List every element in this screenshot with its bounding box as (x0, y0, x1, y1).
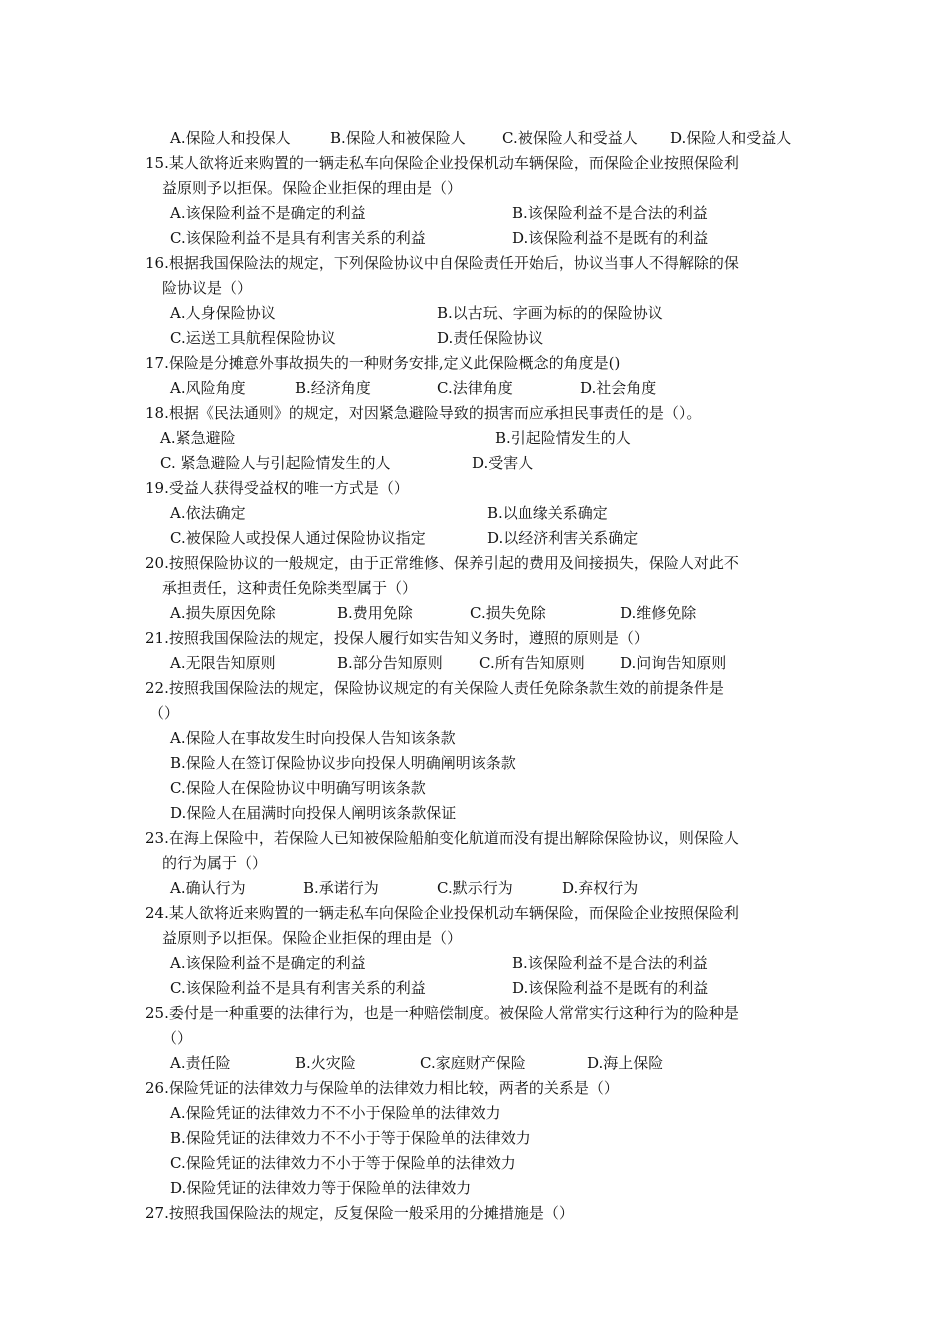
answer-option: A.保险凭证的法律效力不不小于保险单的法律效力 (170, 1104, 501, 1122)
answer-option: A.该保险利益不是确定的利益 (170, 204, 366, 222)
answer-option: B.该保险利益不是合法的利益 (512, 204, 708, 222)
answer-option: A.无限告知原则 (170, 654, 276, 672)
question-text: 22.按照我国保险法的规定，保险协议规定的有关保险人责任免除条款生效的前提条件是 (145, 679, 724, 697)
answer-option: C.法律角度 (437, 379, 513, 397)
answer-option: B.以血缘关系确定 (487, 504, 608, 522)
answer-option: D.受害人 (472, 454, 534, 472)
answer-option: B.保险人和被保险人 (330, 129, 466, 147)
answer-option: B.承诺行为 (303, 879, 379, 897)
question-text: 23.在海上保险中，若保险人已知被保险船舶变化航道而没有提出解除保险协议，则保险人 (145, 829, 739, 847)
answer-option: B.经济角度 (295, 379, 371, 397)
answer-option: A.人身保险协议 (170, 304, 276, 322)
answer-option: A.损失原因免除 (170, 604, 276, 622)
answer-option: B.以古玩、字画为标的的保险协议 (437, 304, 663, 322)
question-text: 17.保险是分摊意外事故损失的一种财务安排,定义此保险概念的角度是() (145, 354, 621, 372)
answer-option: A.风险角度 (170, 379, 246, 397)
question-text: 26.保险凭证的法律效力与保险单的法律效力相比较，两者的关系是（） (145, 1079, 619, 1097)
question-text: 20.按照保险协议的一般规定，由于正常维修、保养引起的费用及间接损失，保险人对此不 (145, 554, 739, 572)
answer-option: A.依法确定 (170, 504, 246, 522)
question-text-continued: 的行为属于（） (162, 854, 268, 872)
answer-option: C. 紧急避险人与引起险情发生的人 (160, 454, 391, 472)
question-text-continued: 益原则予以拒保。保险企业拒保的理由是（） (162, 179, 463, 197)
question-text: 16.根据我国保险法的规定，下列保险协议中自保险责任开始后，协议当事人不得解除的保 (145, 254, 739, 272)
answer-option: B.该保险利益不是合法的利益 (512, 954, 708, 972)
answer-option: C.被保险人或投保人通过保险协议指定 (170, 529, 426, 547)
answer-option: D.保险凭证的法律效力等于保险单的法律效力 (170, 1179, 472, 1197)
question-text: 15.某人欲将近来购置的一辆走私车向保险企业投保机动车辆保险，而保险企业按照保险利 (145, 154, 739, 172)
question-text-continued: 险协议是（） (162, 279, 253, 297)
answer-option: C.保险凭证的法律效力不小于等于保险单的法律效力 (170, 1154, 516, 1172)
question-text-continued: 承担责任，这种责任免除类型属于（） (162, 579, 418, 597)
answer-option: B.火灾险 (295, 1054, 356, 1072)
answer-option: C.默示行为 (437, 879, 513, 897)
answer-option: D.问询告知原则 (620, 654, 727, 672)
answer-option: D.该保险利益不是既有的利益 (512, 229, 709, 247)
question-text: 25.委付是一种重要的法律行为，也是一种赔偿制度。被保险人常常实行这种行为的险种是 (145, 1004, 739, 1022)
answer-option: A.责任险 (170, 1054, 231, 1072)
answer-option: C.保险人在保险协议中明确写明该条款 (170, 779, 426, 797)
question-text-continued: 益原则予以拒保。保险企业拒保的理由是（） (162, 929, 463, 947)
answer-option: D.弃权行为 (562, 879, 639, 897)
answer-option: D.该保险利益不是既有的利益 (512, 979, 709, 997)
answer-option: D.以经济利害关系确定 (487, 529, 639, 547)
question-text: 18.根据《民法通则》的规定，对因紧急避险导致的损害而应承担民事责任的是（）。 (145, 404, 702, 422)
answer-option: B.引起险情发生的人 (495, 429, 631, 447)
answer-option: D.保险人在届满时向投保人阐明该条款保证 (170, 804, 457, 822)
answer-option: D.保险人和受益人 (670, 129, 792, 147)
answer-option: B.保险人在签订保险协议步向投保人明确阐明该条款 (170, 754, 516, 772)
answer-option: B.费用免除 (337, 604, 413, 622)
answer-option: A.紧急避险 (160, 429, 236, 447)
answer-option: B.部分告知原则 (337, 654, 443, 672)
answer-option: C.该保险利益不是具有利害关系的利益 (170, 229, 426, 247)
answer-option: C.被保险人和受益人 (502, 129, 638, 147)
answer-option: A.保险人和投保人 (170, 129, 291, 147)
question-text: 24.某人欲将近来购置的一辆走私车向保险企业投保机动车辆保险，而保险企业按照保险利 (145, 904, 739, 922)
answer-option: D.社会角度 (580, 379, 657, 397)
question-text: 19.受益人获得受益权的唯一方式是（） (145, 479, 409, 497)
answer-option: A.保险人在事故发生时向投保人告知该条款 (170, 729, 456, 747)
answer-option: D.责任保险协议 (437, 329, 544, 347)
answer-option: C.损失免除 (470, 604, 546, 622)
question-text-continued: （） (162, 1029, 193, 1047)
answer-option: D.海上保险 (587, 1054, 664, 1072)
answer-option: A.该保险利益不是确定的利益 (170, 954, 366, 972)
answer-option: D.维修免除 (620, 604, 697, 622)
answer-option: A.确认行为 (170, 879, 246, 897)
answer-option: C.该保险利益不是具有利害关系的利益 (170, 979, 426, 997)
question-text-continued: （） (149, 704, 180, 722)
question-text: 27.按照我国保险法的规定，反复保险一般采用的分摊措施是（） (145, 1204, 574, 1222)
answer-option: C.运送工具航程保险协议 (170, 329, 336, 347)
answer-option: B.保险凭证的法律效力不不小于等于保险单的法律效力 (170, 1129, 531, 1147)
question-text: 21.按照我国保险法的规定，投保人履行如实告知义务时，遵照的原则是（） (145, 629, 649, 647)
answer-option: C.所有告知原则 (479, 654, 585, 672)
answer-option: C.家庭财产保险 (420, 1054, 526, 1072)
